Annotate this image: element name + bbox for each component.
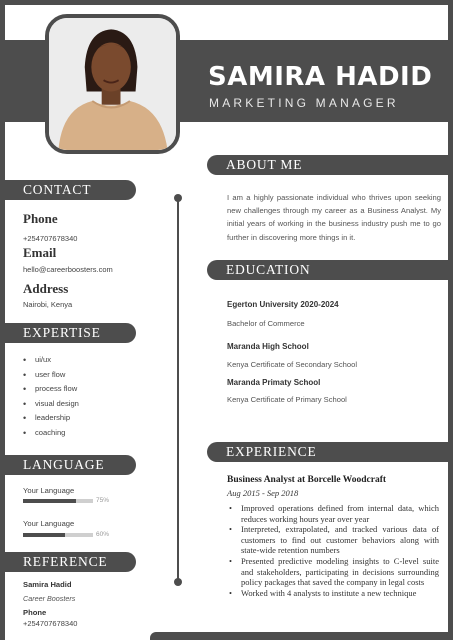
experience-heading	[207, 442, 453, 462]
timeline-dot-bottom	[174, 578, 182, 586]
profile-photo	[45, 14, 180, 154]
expertise-list	[23, 353, 79, 441]
experience-bullet: • Worked with 4 analysts to institute a new technique	[229, 588, 439, 599]
timeline-line	[177, 198, 179, 582]
address-label: Address	[23, 281, 69, 296]
expertise-item: • process flow	[23, 382, 79, 397]
address-value: Nairobi, Kenya	[23, 300, 73, 309]
education-degree: Kenya Certificate of Secondary School	[227, 360, 358, 369]
education-heading-label: EDUCATION	[226, 262, 311, 277]
education-degree: Bachelor of Commerce	[227, 319, 305, 328]
reference-company: Career Boosters	[23, 594, 76, 603]
education-degree: Kenya Certificate of Primary School	[227, 395, 347, 404]
reference-heading	[0, 552, 136, 572]
about-heading	[207, 155, 453, 175]
expertise-item: • coaching	[23, 426, 79, 441]
job-title: MARKETING MANAGER	[209, 96, 399, 110]
reference-name: Samira Hadid	[23, 580, 72, 589]
language-level-bar	[23, 533, 93, 537]
experience-bullet: • Presented predictive modeling insights to C-level suite and stakeholders, participating in decisions surrounding policy packages that saved the company in legal costs	[229, 556, 439, 588]
email-value: hello@careerboosters.com	[23, 265, 113, 274]
reference-phone: +254707678340	[23, 619, 78, 628]
language-level-bar	[23, 499, 93, 503]
expertise-heading-label: EXPERTISE	[23, 325, 101, 340]
language-percent: 60%	[96, 531, 110, 538]
experience-heading-label: EXPERIENCE	[226, 444, 317, 459]
language-percent: 75%	[96, 497, 110, 504]
experience-job-title: Business Analyst at Borcelle Woodcraft	[227, 475, 387, 485]
language-level-fill	[23, 499, 76, 503]
language-level-fill	[23, 533, 65, 537]
language-heading	[0, 455, 136, 475]
about-heading-label: ABOUT ME	[226, 157, 303, 172]
expertise-item: • leadership	[23, 411, 79, 426]
experience-bullet: • Interpreted, extrapolated, and tracked various data of customers to find out customer behaviors along with state-wide retention numbers	[229, 524, 439, 556]
expertise-item: • user flow	[23, 368, 79, 383]
contact-heading	[0, 180, 136, 200]
experience-dates: Aug 2015 - Sep 2018	[227, 488, 299, 498]
timeline-dot-top	[174, 194, 182, 202]
expertise-heading	[0, 323, 136, 343]
reference-phone-label: Phone	[23, 608, 47, 617]
email-label: Email	[23, 245, 57, 260]
education-school: Egerton University 2020-2024	[227, 300, 339, 309]
education-school: Maranda Primaty School	[227, 378, 321, 387]
frame-bottom-bar	[150, 632, 453, 640]
experience-bullets	[229, 503, 439, 598]
frame-top-bar	[0, 0, 453, 5]
contact-heading-label: CONTACT	[23, 182, 92, 197]
education-school: Maranda High School	[227, 342, 309, 351]
portrait-illustration	[49, 18, 176, 150]
phone-label: Phone	[23, 211, 58, 226]
about-text: I am a highly passionate individual who thrives upon seeking new challenges through my career as a Business Analyst. My initial years of working in the business industry push me to go further in discovering more things in it.	[227, 193, 441, 242]
reference-heading-label: REFERENCE	[23, 554, 108, 569]
experience-bullet: • Improved operations defined from internal data, which reduces working hours year over year	[229, 503, 439, 524]
language-label: Your Language	[23, 486, 75, 495]
phone-value: +254707678340	[23, 234, 78, 243]
language-heading-label: LANGUAGE	[23, 457, 105, 472]
language-label: Your Language	[23, 519, 75, 528]
expertise-item: • visual design	[23, 397, 79, 412]
expertise-item: • ui/ux	[23, 353, 79, 368]
education-heading	[207, 260, 453, 280]
candidate-name: SAMIRA HADID	[208, 62, 433, 92]
